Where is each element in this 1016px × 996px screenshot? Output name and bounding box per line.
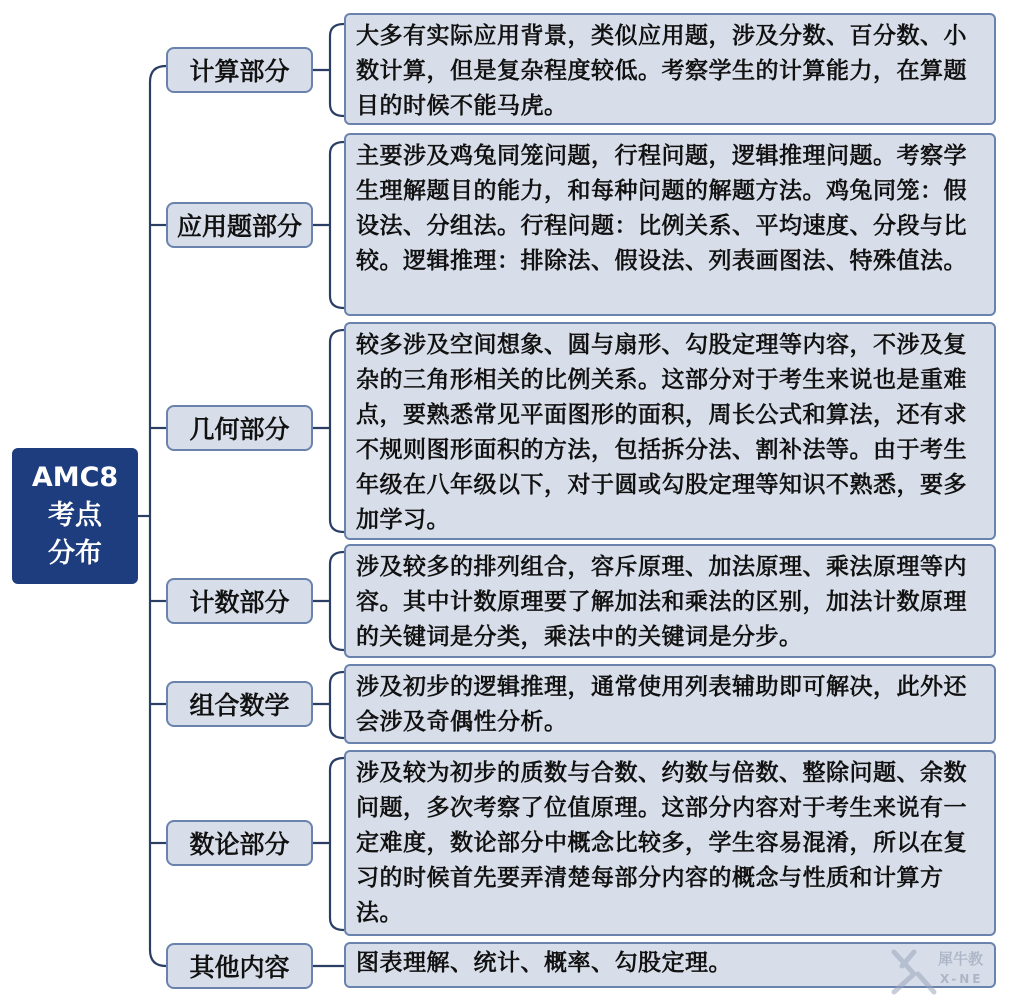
description-box-other: 图表理解、统计、概率、勾股定理。 — [344, 942, 996, 988]
category-node-counting: 计数部分 — [166, 578, 313, 624]
category-node-geometry: 几何部分 — [166, 405, 313, 451]
description-box-calculation: 大多有实际应用背景，类似应用题，涉及分数、百分数、小数计算，但是复杂程度较低。考察学生的计算能力，在算题目的时候不能马虎。 — [344, 13, 996, 125]
description-box-geometry: 较多涉及空间想象、圆与扇形、勾股定理等内容，不涉及复杂的三角形相关的比例关系。这部分对于考生来说也是重难点，要熟悉常见平面图形的面积，周长公式和算法，还有求不规则图形面积的方法，包括拆分法、割补法等。由于考生年级在八年级以下，对于圆或勾股定理等知识不熟悉，要多加学习。 — [344, 322, 996, 540]
root-line-2: 考点 — [48, 500, 102, 531]
root-line-3: 分布 — [48, 538, 102, 569]
category-node-calculation: 计算部分 — [166, 47, 313, 93]
description-box-word-problems: 主要涉及鸡兔同笼问题，行程问题，逻辑推理问题。考察学生理解题目的能力，和每种问题的解题方法。鸡兔同笼：假设法、分组法。行程问题：比例关系、平均速度、分段与比较。逻辑推理：排除法、假设法、列表画图法、特殊值法。 — [344, 133, 996, 316]
category-node-other: 其他内容 — [166, 943, 313, 989]
description-box-number-theory: 涉及较为初步的质数与合数、约数与倍数、整除问题、余数问题，多次考察了位值原理。这部分内容对于考生来说有一定难度，数论部分中概念比较多，学生容易混淆，所以在复习的时候首先要弄清楚每部分内容的概念与性质和计算方法。 — [344, 750, 996, 936]
category-node-number-theory: 数论部分 — [166, 820, 313, 866]
watermark-text-bottom: X-NE — [940, 972, 984, 986]
watermark-text-top: 犀牛教 — [938, 950, 984, 968]
root-line-1: AMC8 — [31, 462, 119, 493]
description-box-combinatorics: 涉及初步的逻辑推理，通常使用列表辅助即可解决，此外还会涉及奇偶性分析。 — [344, 664, 996, 744]
root-node — [12, 448, 138, 584]
description-box-counting: 涉及较多的排列组合，容斥原理、加法原理、乘法原理等内容。其中计数原理要了解加法和乘法的区别，加法计数原理的关键词是分类，乘法中的关键词是分步。 — [344, 544, 996, 658]
category-node-combinatorics: 组合数学 — [166, 681, 313, 727]
watermark — [888, 944, 1016, 996]
category-node-word-problems: 应用题部分 — [166, 202, 313, 248]
